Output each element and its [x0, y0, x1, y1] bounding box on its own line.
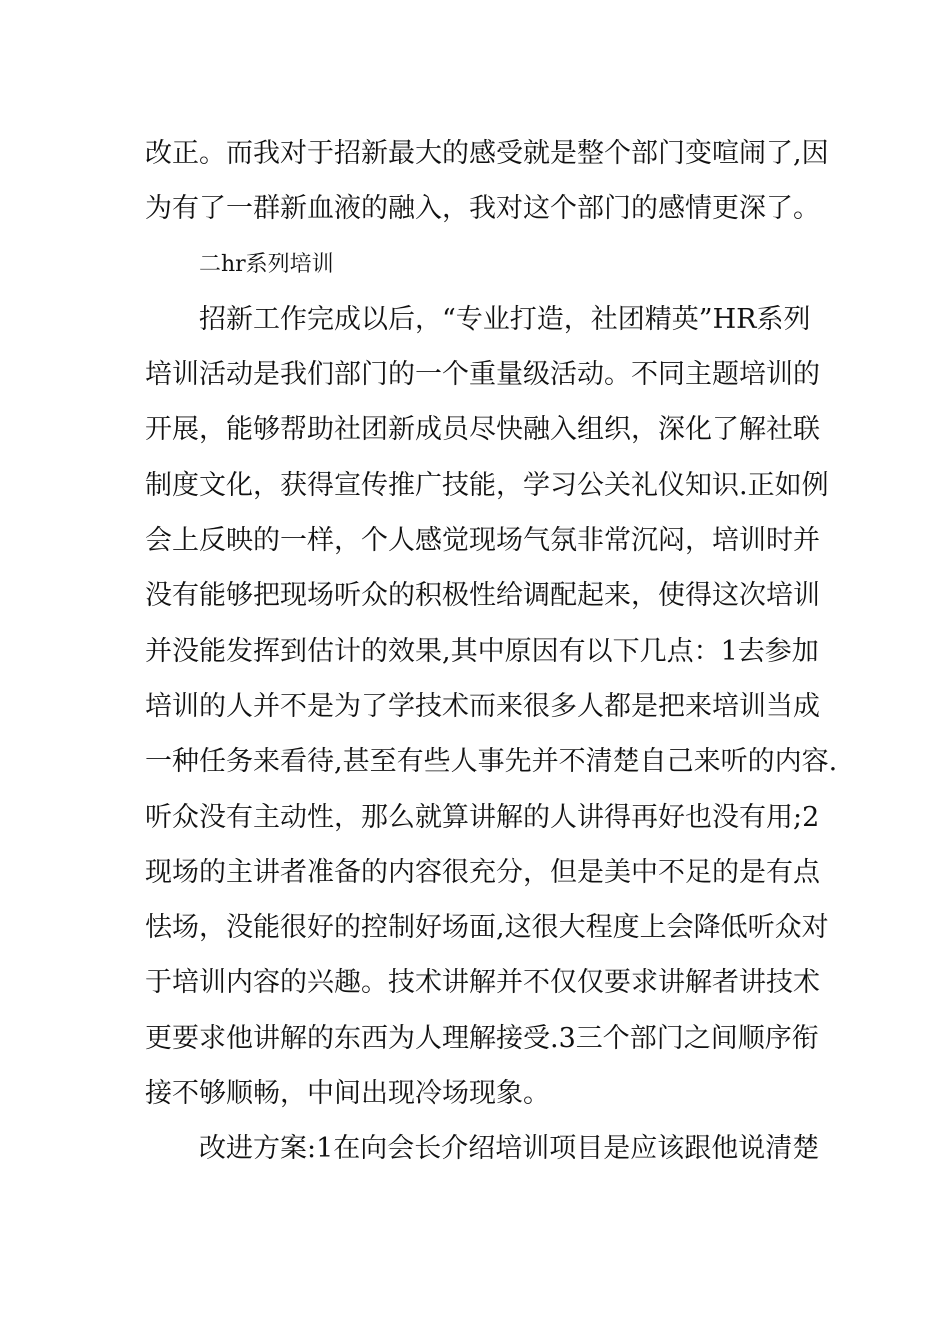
paragraph-line: 改进方案:1在向会长介绍培训项目是应该跟他说清楚 [199, 1133, 820, 1165]
paragraph-line: 培训活动是我们部门的一个重量级活动。不同主题培训的 [145, 359, 820, 391]
paragraph-line: 招新工作完成以后，“专业打造，社团精英”HR系列 [199, 303, 811, 335]
section-heading: 二hr系列培训 [199, 251, 334, 277]
paragraph-line: 一种任务来看待,甚至有些人事先并不清楚自己来听的内容. [145, 746, 838, 778]
paragraph-line: 会上反映的一样，个人感觉现场气氛非常沉闷，培训时并 [145, 525, 820, 557]
paragraph-line: 听众没有主动性，那么就算讲解的人讲得再好也没有用;2 [145, 801, 820, 833]
paragraph-line: 制度文化，获得宣传推广技能，学习公关礼仪知识.正如例 [145, 469, 829, 501]
paragraph-line: 怯场，没能很好的控制好场面,这很大程度上会降低听众对 [145, 912, 829, 944]
paragraph-line: 培训的人并不是为了学技术而来很多人都是把来培训当成 [145, 690, 820, 722]
paragraph-line: 开展，能够帮助社团新成员尽快融入组织，深化了解社联 [145, 414, 820, 446]
paragraph-line: 并没能发挥到估计的效果,其中原因有以下几点：1去参加 [145, 635, 819, 667]
paragraph-line: 于培训内容的兴趣。技术讲解并不仅仅要求讲解者讲技术 [145, 967, 820, 999]
paragraph-line: 更要求他讲解的东西为人理解接受.3三个部门之间顺序衔 [145, 1022, 819, 1054]
document-body [145, 126, 838, 1177]
paragraph-line: 没有能够把现场听众的积极性给调配起来，使得这次培训 [145, 580, 820, 612]
paragraph-line: 现场的主讲者准备的内容很充分，但是美中不足的是有点 [145, 856, 820, 888]
paragraph-line: 接不够顺畅，中间出现冷场现象。 [145, 1078, 550, 1110]
paragraph-line: 为有了一群新血液的融入，我对这个部门的感情更深了。 [145, 193, 820, 225]
paragraph-line: 改正。而我对于招新最大的感受就是整个部门变喧闹了,因 [145, 138, 829, 169]
